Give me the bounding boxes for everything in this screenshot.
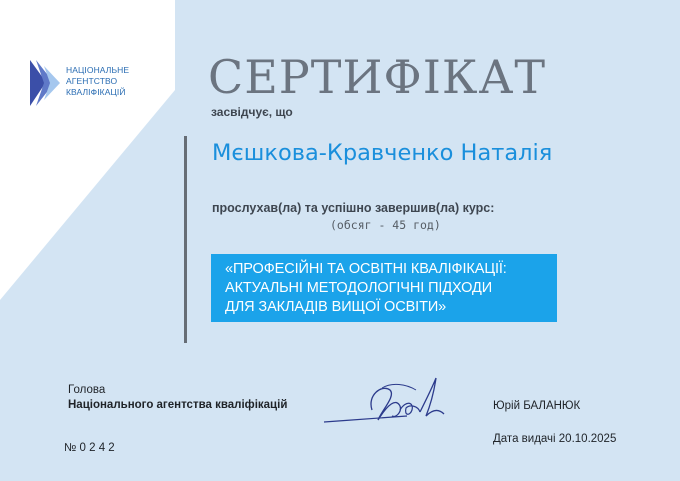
course-title-line-3: ДЛЯ ЗАКЛАДІВ ВИЩОЇ ОСВІТИ» (225, 299, 447, 315)
handwritten-signature (322, 370, 462, 430)
certificate-number: № 0 2 4 2 (64, 442, 115, 454)
course-title-line-2: АКТУАЛЬНІ МЕТОДОЛОГІЧНІ ПІДХОДИ (225, 280, 493, 296)
signatory-position-line-2: Національного агентства кваліфікацій (68, 399, 288, 411)
course-title-line-1: «ПРОФЕСІЙНІ ТА ОСВІТНІ КВАЛІФІКАЦІЇ: (225, 261, 507, 277)
logo-line-2: АГЕНТСТВО (66, 76, 118, 86)
issue-date: Дата видачі 20.10.2025 (493, 433, 617, 445)
vertical-divider (184, 136, 187, 343)
signatory-position-line-1: Голова (68, 384, 106, 396)
logo-line-1: НАЦІОНАЛЬНЕ (66, 65, 130, 75)
logo-line-3: КВАЛІФІКАЦІЙ (66, 87, 126, 97)
recipient-name: Мєшкова-Кравченко Наталія (212, 140, 553, 166)
agency-logo-text (66, 65, 129, 98)
course-title-box (211, 254, 557, 322)
certifies-text: засвідчує, що (211, 105, 293, 119)
completion-text: прослухав(ла) та успішно завершив(ла) курс: (212, 201, 495, 215)
certificate-title: СЕРТИФІКАТ (208, 50, 546, 104)
signatory-name: Юрій БАЛАНЮК (493, 400, 581, 412)
course-volume: (обсяг - 45 год) (330, 218, 441, 232)
